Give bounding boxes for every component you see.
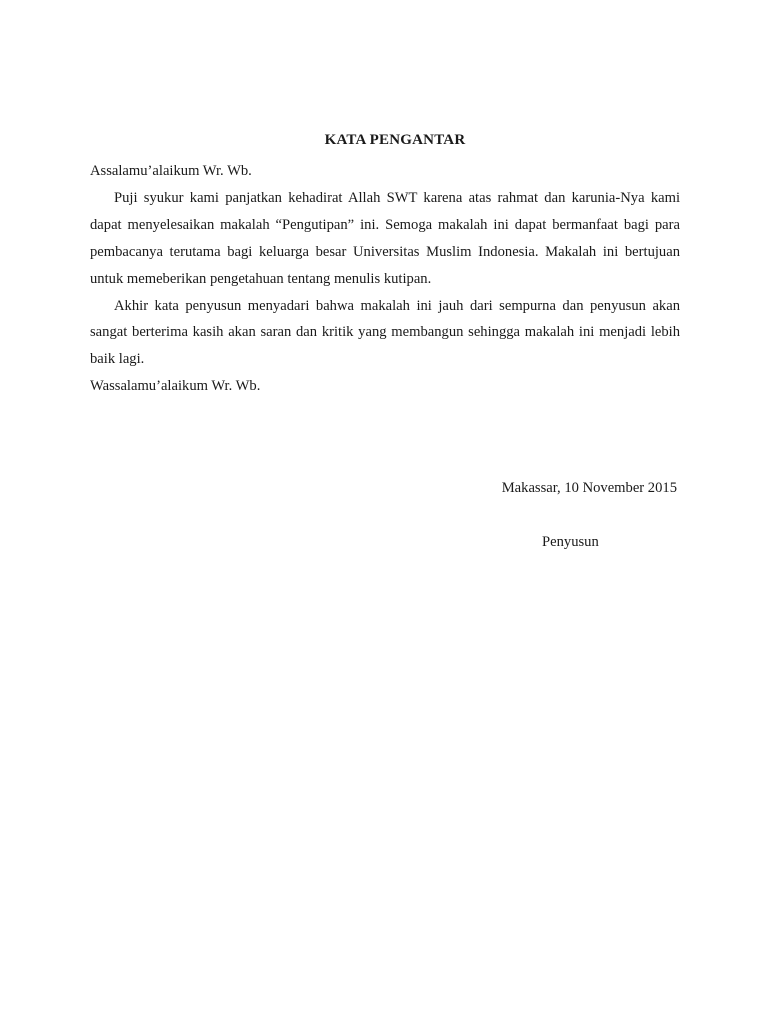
- paragraph-closing-remarks: Akhir kata penyusun menyadari bahwa makalah ini jauh dari sempurna dan penyusun akan sangat berterima kasih akan saran dan kritik yang membangun sehingga makalah ini menjadi lebih baik lagi.: [90, 297, 680, 368]
- closing-greeting: Wassalamu’alaikum Wr. Wb.: [90, 378, 261, 395]
- paragraph-gratitude: Puji syukur kami panjatkan kehadirat Allah SWT karena atas rahmat dan karunia-Nya kami dapat menyelesaikan makalah “Pengutipan” ini. Semoga makalah ini dapat bermanfaat bagi para pembacanya terutama bagi keluarga besar Universitas Muslim Indonesia. Makalah ini bertujuan untuk memeberikan pengetahuan tentang menulis kutipan.: [90, 189, 680, 287]
- signer-label: Penyusun: [542, 534, 599, 550]
- page-title: KATA PENGANTAR: [324, 132, 466, 148]
- place-and-date: Makassar, 10 November 2015: [501, 480, 677, 496]
- document-body: [90, 158, 680, 400]
- opening-greeting: Assalamu’alaikum Wr. Wb.: [90, 163, 252, 179]
